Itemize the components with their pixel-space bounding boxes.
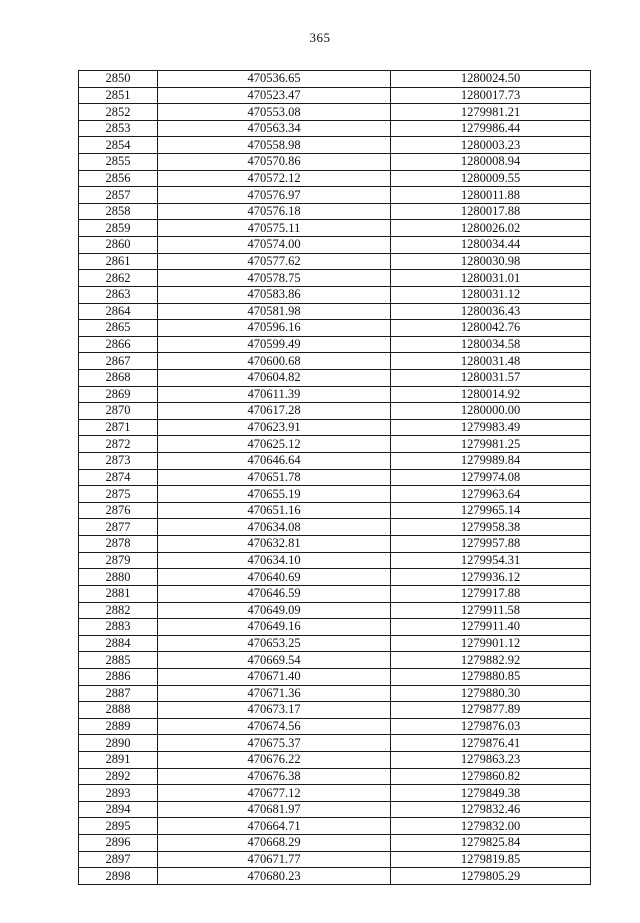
- point-number-cell: 2873: [79, 453, 158, 470]
- y-coordinate-cell: 1280000.00: [391, 403, 591, 420]
- x-coordinate-cell: 470576.18: [158, 203, 391, 220]
- point-number-cell: 2877: [79, 519, 158, 536]
- x-coordinate-cell: 470563.34: [158, 120, 391, 137]
- table-row: [79, 851, 591, 868]
- x-coordinate-cell: 470611.39: [158, 386, 391, 403]
- y-coordinate-cell: 1279805.29: [391, 868, 591, 885]
- table-row: [79, 104, 591, 121]
- point-number-cell: 2853: [79, 120, 158, 137]
- y-coordinate-cell: 1279917.88: [391, 585, 591, 602]
- x-coordinate-cell: 470617.28: [158, 403, 391, 420]
- x-coordinate-cell: 470675.37: [158, 735, 391, 752]
- point-number-cell: 2895: [79, 818, 158, 835]
- point-number-cell: 2854: [79, 137, 158, 154]
- table-row: [79, 751, 591, 768]
- y-coordinate-cell: 1279876.03: [391, 718, 591, 735]
- table-row: [79, 71, 591, 88]
- y-coordinate-cell: 1279965.14: [391, 502, 591, 519]
- coordinates-table-body: [79, 71, 591, 885]
- y-coordinate-cell: 1279986.44: [391, 120, 591, 137]
- table-row: [79, 253, 591, 270]
- y-coordinate-cell: 1279983.49: [391, 419, 591, 436]
- x-coordinate-cell: 470653.25: [158, 635, 391, 652]
- table-row: [79, 685, 591, 702]
- table-row: [79, 170, 591, 187]
- x-coordinate-cell: 470649.09: [158, 602, 391, 619]
- table-row: [79, 835, 591, 852]
- y-coordinate-cell: 1279860.82: [391, 768, 591, 785]
- point-number-cell: 2888: [79, 702, 158, 719]
- point-number-cell: 2871: [79, 419, 158, 436]
- y-coordinate-cell: 1280017.73: [391, 87, 591, 104]
- point-number-cell: 2863: [79, 286, 158, 303]
- table-row: [79, 585, 591, 602]
- table-row: [79, 735, 591, 752]
- y-coordinate-cell: 1279819.85: [391, 851, 591, 868]
- y-coordinate-cell: 1280031.12: [391, 286, 591, 303]
- x-coordinate-cell: 470669.54: [158, 652, 391, 669]
- y-coordinate-cell: 1280030.98: [391, 253, 591, 270]
- y-coordinate-cell: 1279832.00: [391, 818, 591, 835]
- page-number: 365: [309, 30, 331, 45]
- y-coordinate-cell: 1279877.89: [391, 702, 591, 719]
- x-coordinate-cell: 470570.86: [158, 154, 391, 171]
- point-number-cell: 2862: [79, 270, 158, 287]
- x-coordinate-cell: 470523.47: [158, 87, 391, 104]
- x-coordinate-cell: 470536.65: [158, 71, 391, 88]
- y-coordinate-cell: 1279880.85: [391, 668, 591, 685]
- point-number-cell: 2881: [79, 585, 158, 602]
- point-number-cell: 2872: [79, 436, 158, 453]
- table-row: [79, 453, 591, 470]
- y-coordinate-cell: 1279825.84: [391, 835, 591, 852]
- x-coordinate-cell: 470674.56: [158, 718, 391, 735]
- table-row: [79, 619, 591, 636]
- y-coordinate-cell: 1279911.58: [391, 602, 591, 619]
- table-row: [79, 320, 591, 337]
- x-coordinate-cell: 470671.40: [158, 668, 391, 685]
- x-coordinate-cell: 470577.62: [158, 253, 391, 270]
- x-coordinate-cell: 470558.98: [158, 137, 391, 154]
- y-coordinate-cell: 1279936.12: [391, 569, 591, 586]
- x-coordinate-cell: 470655.19: [158, 486, 391, 503]
- x-coordinate-cell: 470634.08: [158, 519, 391, 536]
- point-number-cell: 2887: [79, 685, 158, 702]
- y-coordinate-cell: 1279957.88: [391, 536, 591, 553]
- y-coordinate-cell: 1279832.46: [391, 801, 591, 818]
- point-number-cell: 2858: [79, 203, 158, 220]
- table-row: [79, 87, 591, 104]
- table-row: [79, 502, 591, 519]
- point-number-cell: 2876: [79, 502, 158, 519]
- point-number-cell: 2885: [79, 652, 158, 669]
- table-row: [79, 718, 591, 735]
- x-coordinate-cell: 470651.16: [158, 502, 391, 519]
- y-coordinate-cell: 1280031.01: [391, 270, 591, 287]
- point-number-cell: 2890: [79, 735, 158, 752]
- point-number-cell: 2864: [79, 303, 158, 320]
- x-coordinate-cell: 470583.86: [158, 286, 391, 303]
- point-number-cell: 2865: [79, 320, 158, 337]
- x-coordinate-cell: 470677.12: [158, 785, 391, 802]
- table-row: [79, 137, 591, 154]
- table-row: [79, 403, 591, 420]
- y-coordinate-cell: 1280017.88: [391, 203, 591, 220]
- x-coordinate-cell: 470680.23: [158, 868, 391, 885]
- point-number-cell: 2857: [79, 187, 158, 204]
- point-number-cell: 2879: [79, 552, 158, 569]
- x-coordinate-cell: 470572.12: [158, 170, 391, 187]
- x-coordinate-cell: 470604.82: [158, 369, 391, 386]
- y-coordinate-cell: 1279981.21: [391, 104, 591, 121]
- x-coordinate-cell: 470646.64: [158, 453, 391, 470]
- table-row: [79, 369, 591, 386]
- y-coordinate-cell: 1280042.76: [391, 320, 591, 337]
- point-number-cell: 2893: [79, 785, 158, 802]
- y-coordinate-cell: 1279882.92: [391, 652, 591, 669]
- table-row: [79, 237, 591, 254]
- table-row: [79, 652, 591, 669]
- table-row: [79, 768, 591, 785]
- table-row: [79, 220, 591, 237]
- y-coordinate-cell: 1280034.44: [391, 237, 591, 254]
- y-coordinate-cell: 1279963.64: [391, 486, 591, 503]
- y-coordinate-cell: 1280008.94: [391, 154, 591, 171]
- x-coordinate-cell: 470668.29: [158, 835, 391, 852]
- table-row: [79, 286, 591, 303]
- point-number-cell: 2894: [79, 801, 158, 818]
- table-row: [79, 419, 591, 436]
- table-row: [79, 469, 591, 486]
- table-row: [79, 270, 591, 287]
- y-coordinate-cell: 1280026.02: [391, 220, 591, 237]
- x-coordinate-cell: 470581.98: [158, 303, 391, 320]
- table-row: [79, 120, 591, 137]
- table-row: [79, 668, 591, 685]
- y-coordinate-cell: 1279958.38: [391, 519, 591, 536]
- point-number-cell: 2850: [79, 71, 158, 88]
- point-number-cell: 2896: [79, 835, 158, 852]
- x-coordinate-cell: 470578.75: [158, 270, 391, 287]
- table-row: [79, 602, 591, 619]
- x-coordinate-cell: 470646.59: [158, 585, 391, 602]
- x-coordinate-cell: 470576.97: [158, 187, 391, 204]
- point-number-cell: 2897: [79, 851, 158, 868]
- point-number-cell: 2886: [79, 668, 158, 685]
- x-coordinate-cell: 470574.00: [158, 237, 391, 254]
- x-coordinate-cell: 470651.78: [158, 469, 391, 486]
- table-row: [79, 386, 591, 403]
- point-number-cell: 2860: [79, 237, 158, 254]
- point-number-cell: 2882: [79, 602, 158, 619]
- point-number-cell: 2892: [79, 768, 158, 785]
- y-coordinate-cell: 1279863.23: [391, 751, 591, 768]
- x-coordinate-cell: 470673.17: [158, 702, 391, 719]
- table-row: [79, 303, 591, 320]
- y-coordinate-cell: 1280014.92: [391, 386, 591, 403]
- y-coordinate-cell: 1279849.38: [391, 785, 591, 802]
- point-number-cell: 2878: [79, 536, 158, 553]
- point-number-cell: 2855: [79, 154, 158, 171]
- x-coordinate-cell: 470640.69: [158, 569, 391, 586]
- y-coordinate-cell: 1279981.25: [391, 436, 591, 453]
- x-coordinate-cell: 470664.71: [158, 818, 391, 835]
- point-number-cell: 2859: [79, 220, 158, 237]
- point-number-cell: 2883: [79, 619, 158, 636]
- y-coordinate-cell: 1279880.30: [391, 685, 591, 702]
- x-coordinate-cell: 470625.12: [158, 436, 391, 453]
- table-row: [79, 353, 591, 370]
- table-row: [79, 635, 591, 652]
- x-coordinate-cell: 470600.68: [158, 353, 391, 370]
- table-row: [79, 519, 591, 536]
- x-coordinate-cell: 470632.81: [158, 536, 391, 553]
- point-number-cell: 2852: [79, 104, 158, 121]
- point-number-cell: 2889: [79, 718, 158, 735]
- table-row: [79, 868, 591, 885]
- table-row: [79, 785, 591, 802]
- y-coordinate-cell: 1279876.41: [391, 735, 591, 752]
- point-number-cell: 2866: [79, 336, 158, 353]
- x-coordinate-cell: 470671.36: [158, 685, 391, 702]
- point-number-cell: 2891: [79, 751, 158, 768]
- point-number-cell: 2870: [79, 403, 158, 420]
- y-coordinate-cell: 1280031.57: [391, 369, 591, 386]
- x-coordinate-cell: 470623.91: [158, 419, 391, 436]
- point-number-cell: 2880: [79, 569, 158, 586]
- table-row: [79, 536, 591, 553]
- x-coordinate-cell: 470676.22: [158, 751, 391, 768]
- coordinates-table: [78, 70, 591, 885]
- point-number-cell: 2869: [79, 386, 158, 403]
- y-coordinate-cell: 1280031.48: [391, 353, 591, 370]
- y-coordinate-cell: 1279901.12: [391, 635, 591, 652]
- point-number-cell: 2856: [79, 170, 158, 187]
- point-number-cell: 2851: [79, 87, 158, 104]
- x-coordinate-cell: 470649.16: [158, 619, 391, 636]
- point-number-cell: 2898: [79, 868, 158, 885]
- x-coordinate-cell: 470681.97: [158, 801, 391, 818]
- table-row: [79, 187, 591, 204]
- y-coordinate-cell: 1280009.55: [391, 170, 591, 187]
- table-row: [79, 486, 591, 503]
- point-number-cell: 2867: [79, 353, 158, 370]
- point-number-cell: 2874: [79, 469, 158, 486]
- y-coordinate-cell: 1279954.31: [391, 552, 591, 569]
- table-row: [79, 569, 591, 586]
- y-coordinate-cell: 1279989.84: [391, 453, 591, 470]
- point-number-cell: 2884: [79, 635, 158, 652]
- point-number-cell: 2868: [79, 369, 158, 386]
- table-row: [79, 818, 591, 835]
- y-coordinate-cell: 1280011.88: [391, 187, 591, 204]
- point-number-cell: 2875: [79, 486, 158, 503]
- point-number-cell: 2861: [79, 253, 158, 270]
- y-coordinate-cell: 1280036.43: [391, 303, 591, 320]
- x-coordinate-cell: 470671.77: [158, 851, 391, 868]
- x-coordinate-cell: 470634.10: [158, 552, 391, 569]
- table-row: [79, 203, 591, 220]
- table-row: [79, 702, 591, 719]
- x-coordinate-cell: 470676.38: [158, 768, 391, 785]
- table-row: [79, 801, 591, 818]
- table-row: [79, 336, 591, 353]
- x-coordinate-cell: 470575.11: [158, 220, 391, 237]
- table-row: [79, 436, 591, 453]
- y-coordinate-cell: 1279974.08: [391, 469, 591, 486]
- table-row: [79, 154, 591, 171]
- x-coordinate-cell: 470553.08: [158, 104, 391, 121]
- x-coordinate-cell: 470596.16: [158, 320, 391, 337]
- y-coordinate-cell: 1280003.23: [391, 137, 591, 154]
- y-coordinate-cell: 1279911.40: [391, 619, 591, 636]
- x-coordinate-cell: 470599.49: [158, 336, 391, 353]
- y-coordinate-cell: 1280024.50: [391, 71, 591, 88]
- y-coordinate-cell: 1280034.58: [391, 336, 591, 353]
- table-row: [79, 552, 591, 569]
